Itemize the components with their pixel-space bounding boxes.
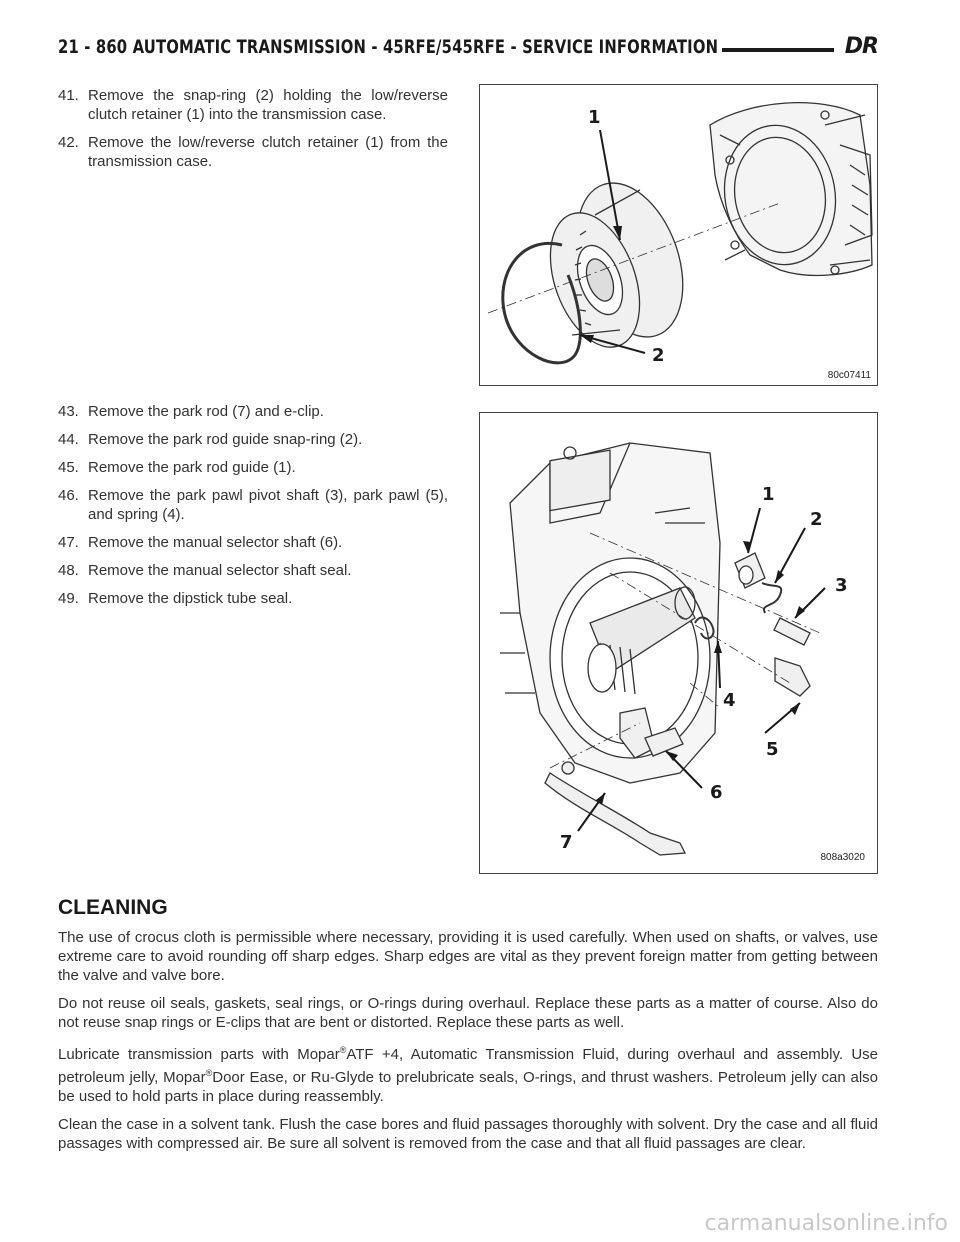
step-text: Remove the park rod (7) and e-clip.: [88, 403, 324, 420]
paragraph-text: ATF +4, Automatic Transmission Fluid, during overhaul and assembly. Use petroleum jelly, Mopar: [58, 1046, 879, 1086]
callout-2: 2: [652, 345, 665, 366]
transmission-housing-drawing: [500, 443, 720, 783]
callout-2: 2: [810, 509, 823, 530]
cleaning-paragraph-1: The use of crocus cloth is permissible where necessary, providing it is used carefully. When used on shafts, or valves, use extreme care to avoid rounding off sharp edges. Sharp edges are vital as they prevent foreign matter from getting between the valve and valve bore.: [58, 929, 878, 984]
park-components-illustration: [480, 413, 877, 873]
pivot-shaft-drawing: [774, 618, 810, 645]
figure-id-label: 80c07411: [827, 370, 871, 381]
figure-id-label: 808a3020: [820, 852, 865, 863]
transmission-case-drawing: [710, 103, 872, 276]
clutch-retainer-illustration: [480, 85, 877, 385]
step-text: Remove the snap-ring (2) holding the low/reverse clutch retainer (1) into the transmission case.: [88, 87, 448, 123]
callout-7: 7: [560, 832, 573, 853]
step-text: Remove the manual selector shaft seal.: [88, 562, 352, 579]
paragraph-text: Door Ease, or Ru-Glyde to prelubricate seals, O-rings, and thrust washers. Petroleum jelly can also be used to hold parts in place during reassembly.: [58, 1069, 878, 1105]
registered-mark: ®: [205, 1068, 213, 1078]
step-number: 44.: [58, 431, 79, 448]
step-number: 43.: [58, 403, 79, 420]
cleaning-paragraph-4: Clean the case in a solvent tank. Flush the case bores and fluid passages thoroughly with solvent. Dry the case and all fluid passages with compressed air. Be sure all solvent is removed from the case and that all fluid passages are clear.: [58, 1116, 878, 1152]
callout-6: 6: [710, 782, 723, 803]
step-number: 48.: [58, 562, 79, 579]
step-number: 42.: [58, 134, 79, 151]
step-45: [58, 458, 448, 477]
figure-park-components: [479, 412, 878, 874]
step-number: 46.: [58, 487, 79, 504]
step-number: 45.: [58, 459, 79, 476]
step-41: [58, 86, 448, 124]
step-number: 41.: [58, 87, 79, 104]
cleaning-paragraph-2: Do not reuse oil seals, gaskets, seal rings, or O-rings during overhaul. Replace these parts as a matter of course. Also do not reuse snap rings or E-clips that are bent or distorted. Replace these parts as well.: [58, 995, 878, 1031]
callout-1: 1: [588, 107, 601, 128]
cleaning-paragraph-3: [58, 1041, 878, 1106]
steps-list-2: [58, 402, 448, 617]
step-number: 49.: [58, 590, 79, 607]
step-text: Remove the park rod guide snap-ring (2).: [88, 431, 363, 448]
step-text: Remove the low/reverse clutch retainer (1) from the transmission case.: [88, 134, 448, 170]
park-pawl-drawing: [775, 658, 810, 696]
callout-5: 5: [766, 739, 779, 760]
e-clip-drawing: [562, 762, 574, 774]
steps-list-1: [58, 86, 448, 180]
watermark: carmanualsonline.info: [704, 1211, 948, 1236]
paragraph-text: Lubricate transmission parts with Mopar: [58, 1046, 340, 1063]
cleaning-body: [58, 928, 878, 1162]
page-header: [58, 36, 878, 66]
guide-snap-ring-drawing: [762, 583, 781, 613]
brand-mark: DR: [844, 34, 878, 59]
step-number: 47.: [58, 534, 79, 551]
step-text: Remove the park rod guide (1).: [88, 459, 296, 476]
step-text: Remove the dipstick tube seal.: [88, 590, 293, 607]
step-49: [58, 589, 448, 608]
section-heading-cleaning: CLEANING: [58, 896, 168, 919]
step-text: Remove the park pawl pivot shaft (3), park pawl (5), and spring (4).: [88, 487, 448, 523]
step-42: [58, 133, 448, 171]
step-44: [58, 430, 448, 449]
header-rule: [722, 48, 834, 52]
step-48: [58, 561, 448, 580]
clutch-retainer-drawing: [533, 168, 702, 359]
callout-1: 1: [762, 484, 775, 505]
page-title: 21 - 860 AUTOMATIC TRANSMISSION - 45RFE/545RFE - SERVICE INFORMATION: [58, 36, 719, 58]
step-text: Remove the manual selector shaft (6).: [88, 534, 343, 551]
registered-mark: ®: [339, 1045, 347, 1055]
step-47: [58, 533, 448, 552]
step-43: [58, 402, 448, 421]
step-46: [58, 486, 448, 524]
callout-3: 3: [835, 575, 848, 596]
callout-4: 4: [723, 690, 736, 711]
figure-clutch-retainer: [479, 84, 878, 386]
